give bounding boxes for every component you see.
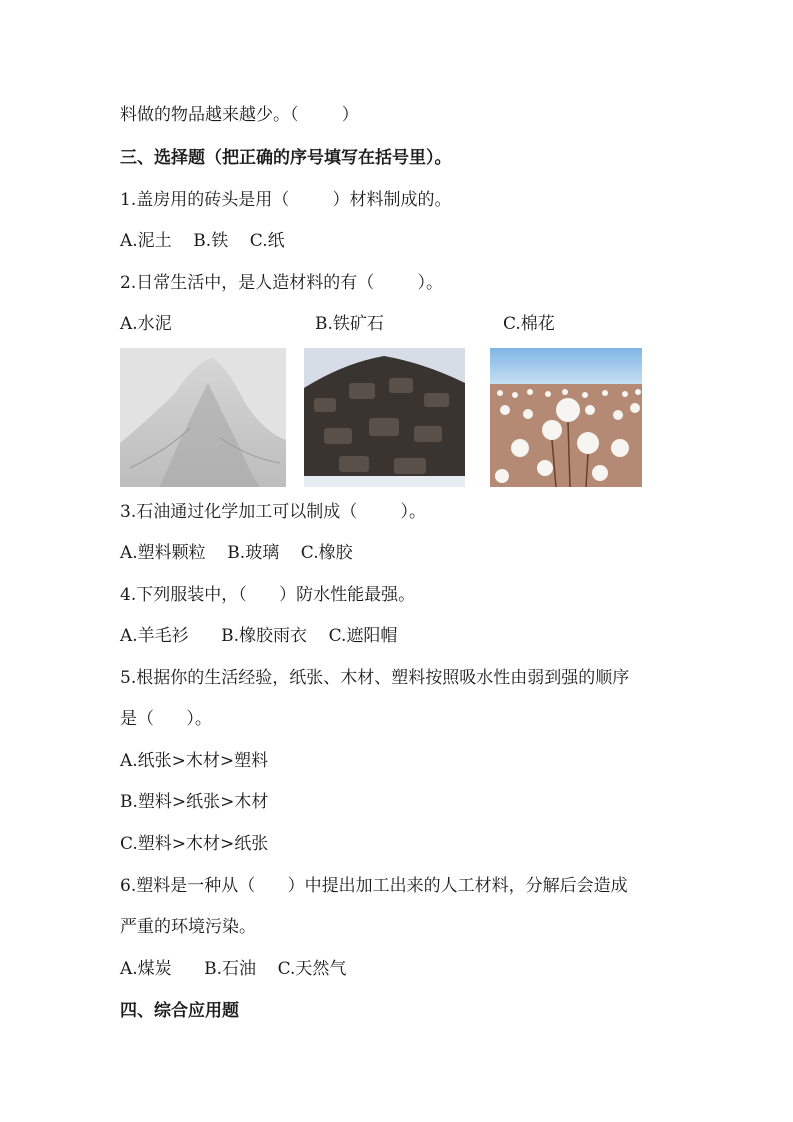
question-4: 4.下列服装中，（ ）防水性能最强。 bbox=[120, 585, 416, 605]
section-3-heading: 三、选择题（把正确的序号填写在括号里）。 bbox=[120, 148, 452, 168]
cotton-field-image bbox=[490, 348, 642, 487]
question-4-options: A.羊毛衫 B.橡胶雨衣 C.遮阳帽 bbox=[120, 626, 398, 646]
question-5-option-b: B.塑料>纸张>木材 bbox=[120, 792, 269, 812]
question-5-option-a: A.纸张>木材>塑料 bbox=[120, 751, 269, 771]
cement-powder-image bbox=[120, 348, 286, 487]
question-5-line-1: 5.根据你的生活经验，纸张、木材、塑料按照吸水性由弱到强的顺序 bbox=[120, 668, 630, 688]
question-6-options: A.煤炭 B.石油 C.天然气 bbox=[120, 959, 347, 979]
question-3: 3.石油通过化学加工可以制成（ ）。 bbox=[120, 502, 426, 522]
question-5-option-c: C.塑料>木材>纸张 bbox=[120, 834, 269, 854]
question-2-option-b: B.铁矿石 bbox=[315, 314, 384, 334]
section-4-heading: 四、综合应用题 bbox=[120, 1001, 239, 1021]
question-2-option-a: A.水泥 bbox=[120, 314, 172, 334]
question-1: 1.盖房用的砖头是用（ ）材料制成的。 bbox=[120, 190, 452, 210]
question-2: 2.日常生活中，是人造材料的有（ ）。 bbox=[120, 273, 443, 293]
continued-question-text: 料做的物品越来越少。（ ） bbox=[120, 105, 359, 125]
question-2-option-c: C.棉花 bbox=[503, 314, 555, 334]
question-3-options: A.塑料颗粒 B.玻璃 C.橡胶 bbox=[120, 543, 353, 563]
question-5-line-2: 是（ ）。 bbox=[120, 709, 212, 729]
question-6-line-1: 6.塑料是一种从（ ）中提出加工出来的人工材料，分解后会造成 bbox=[120, 876, 628, 896]
iron-ore-image bbox=[304, 348, 465, 487]
question-6-line-2: 严重的环境污染。 bbox=[120, 917, 256, 937]
question-1-options: A.泥土 B.铁 C.纸 bbox=[120, 231, 285, 251]
